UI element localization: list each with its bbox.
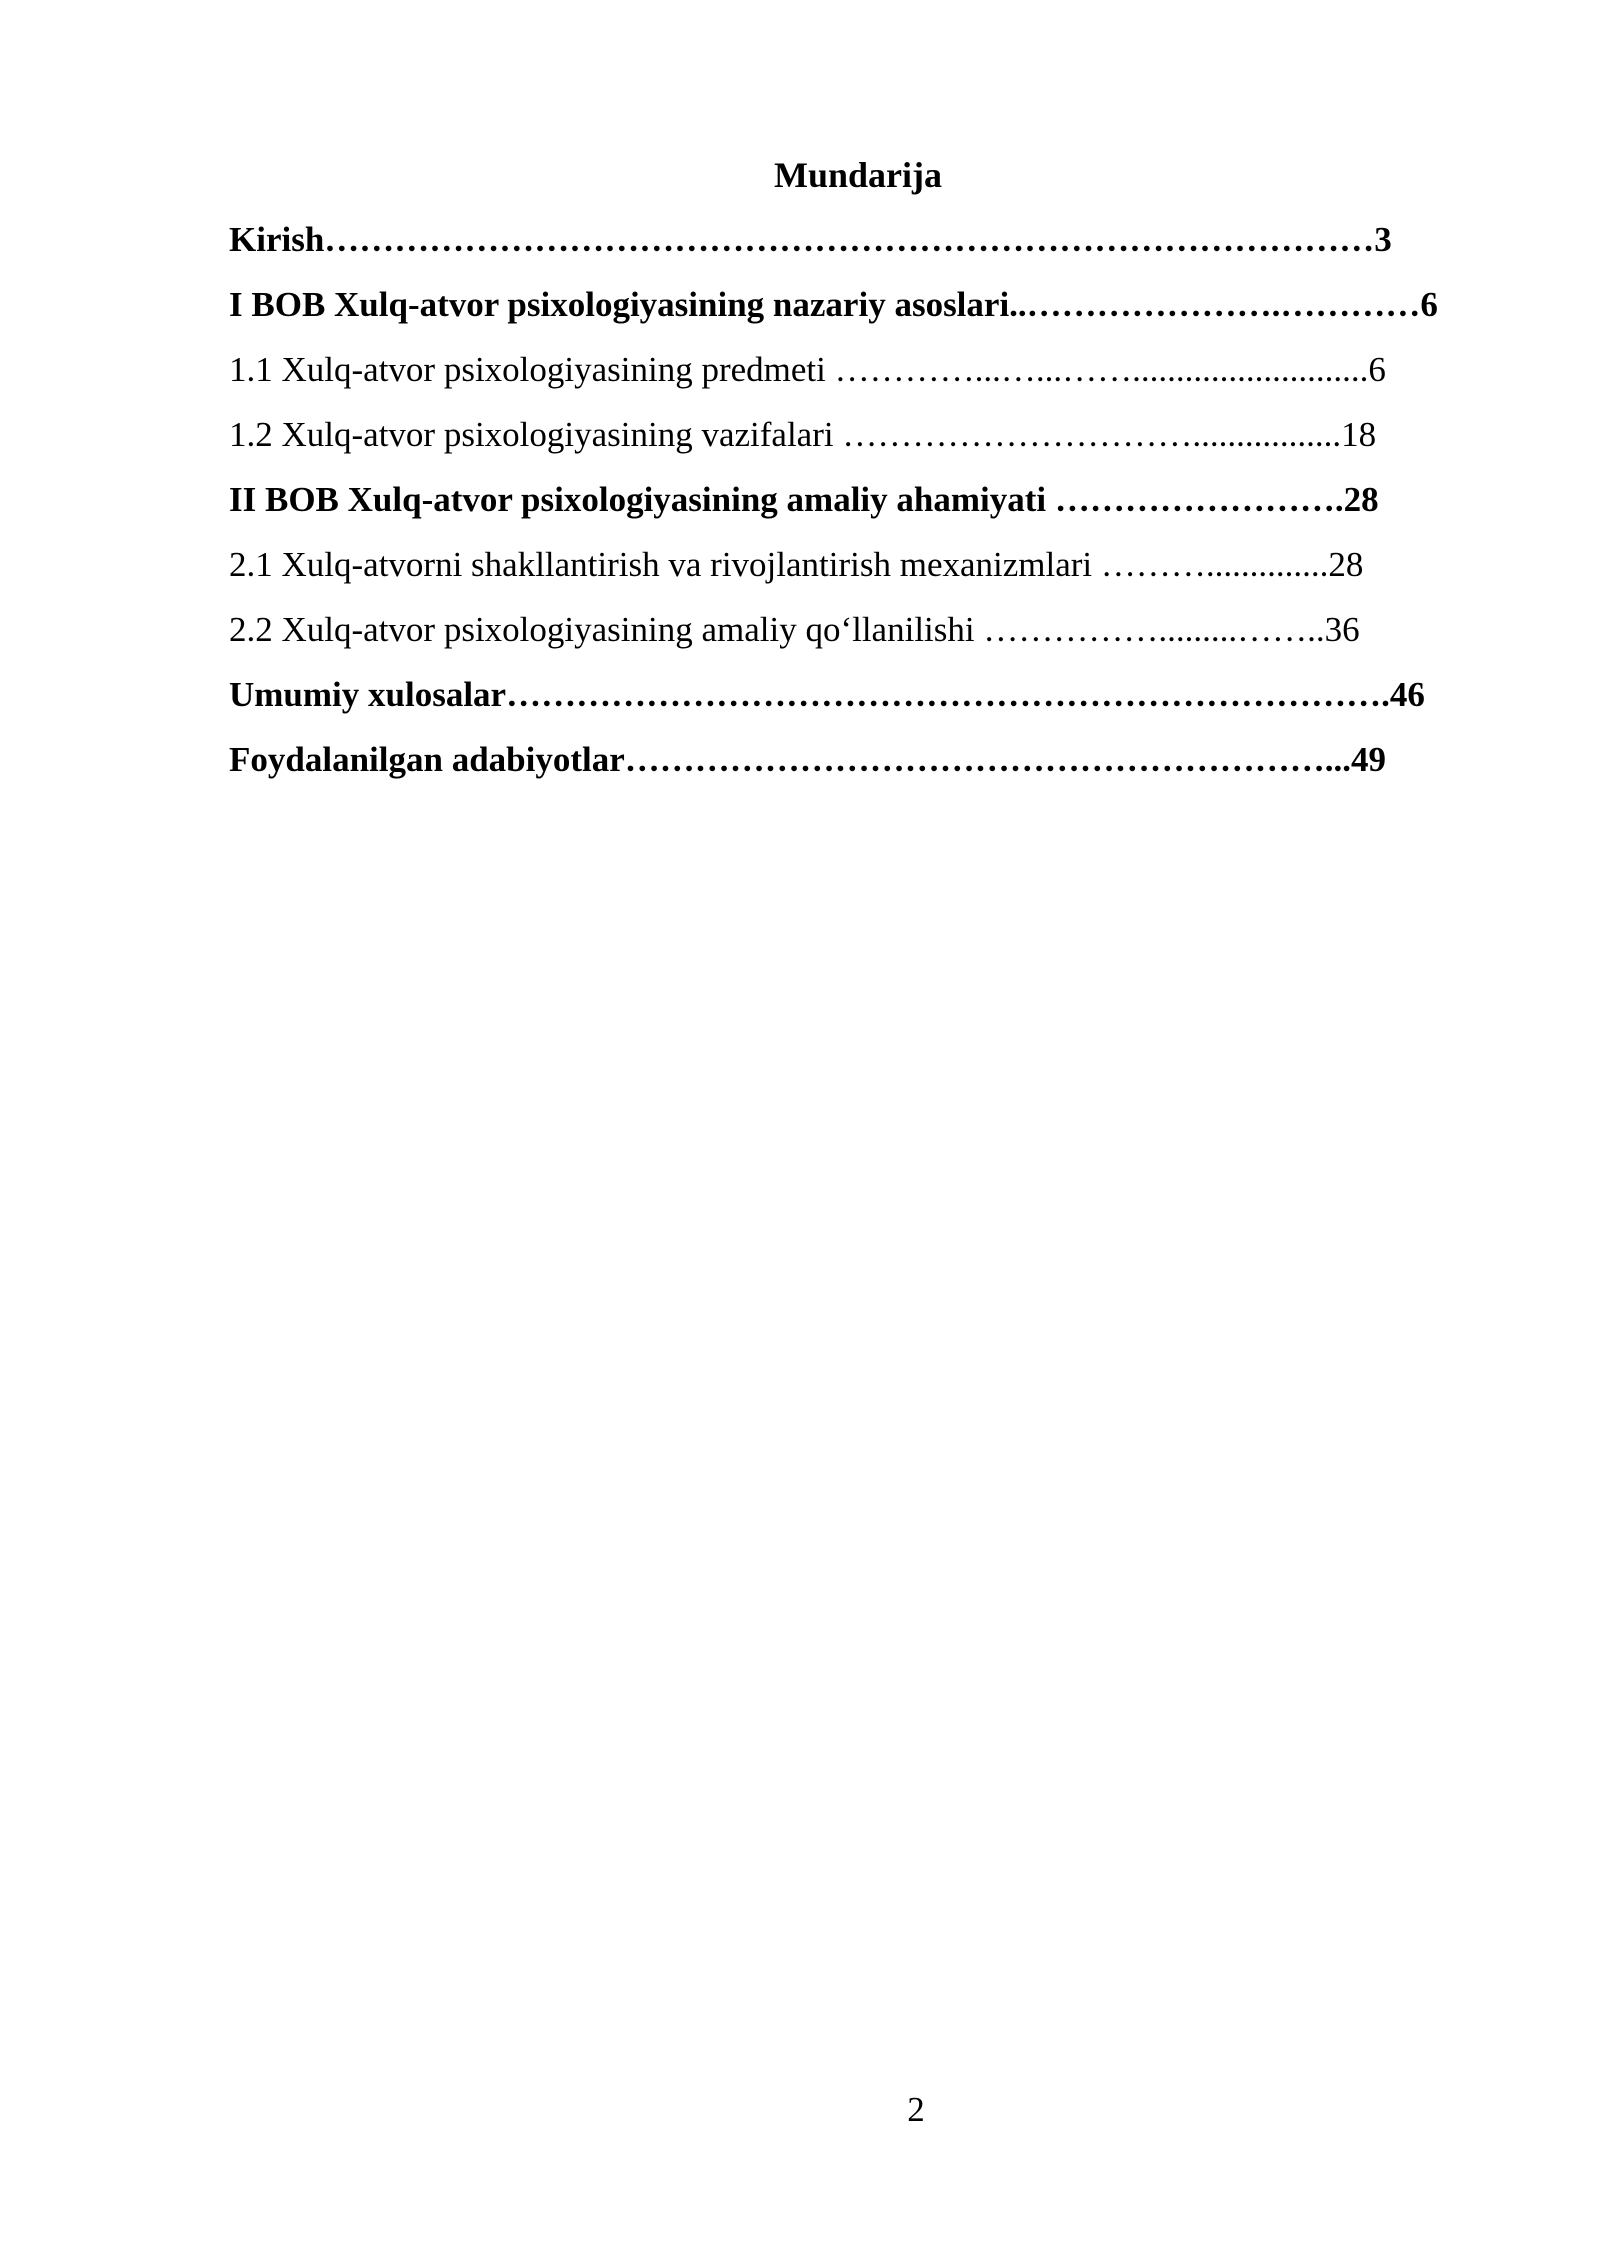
toc-entry-label: Foydalanilgan adabiyotlar bbox=[229, 740, 625, 779]
toc-entry-page: 6 bbox=[1368, 350, 1386, 389]
toc-entry-page: 46 bbox=[1389, 675, 1425, 714]
toc-entry-chapter-2 bbox=[229, 475, 1379, 525]
toc-entry-leader: ……….............. bbox=[1100, 545, 1329, 584]
toc-entry-page: 3 bbox=[1374, 220, 1392, 259]
toc-entry-kirish bbox=[229, 215, 1392, 265]
page-number: 2 bbox=[907, 2090, 925, 2129]
toc-entry-label: 1.2 Xulq-atvor psixologiyasining vazifalari bbox=[229, 415, 843, 454]
toc-entry-leader: …………………………………………………………………. bbox=[506, 675, 1390, 714]
toc-entry-label: I BOB Xulq-atvor psixologiyasining nazariy asoslari.. bbox=[229, 285, 1027, 324]
toc-entry-page: 49 bbox=[1351, 740, 1387, 779]
toc-entry-leader: ……………………. bbox=[1054, 480, 1344, 519]
toc-title: Mundarija bbox=[773, 155, 942, 195]
toc-entry-leader: ……………………………………………………... bbox=[624, 740, 1352, 779]
toc-entry-leader: …………….........…….. bbox=[983, 610, 1325, 649]
toc-entry-page: 28 bbox=[1328, 545, 1364, 584]
toc-entry-chapter-1 bbox=[229, 280, 1438, 330]
toc-entry-leader: ………………….………… bbox=[1026, 285, 1421, 324]
toc-entry-section-2-2 bbox=[229, 605, 1360, 655]
toc-entry-label: Kirish bbox=[229, 220, 325, 259]
toc-entry-page: 36 bbox=[1324, 610, 1360, 649]
toc-entry-page: 6 bbox=[1420, 285, 1438, 324]
toc-entry-conclusions bbox=[229, 670, 1425, 720]
toc-entry-section-1-2 bbox=[229, 410, 1376, 460]
toc-entry-section-2-1 bbox=[229, 540, 1363, 590]
toc-entry-leader: …………...…...……........................... bbox=[834, 350, 1369, 389]
toc-entry-label: II BOB Xulq-atvor psixologiyasining amaliy ahamiyati bbox=[229, 480, 1055, 519]
toc-entry-leader: ……………………………………………………………………………… bbox=[324, 220, 1375, 259]
toc-entry-section-1-1 bbox=[229, 345, 1386, 395]
toc-entry-page: 18 bbox=[1341, 415, 1377, 454]
toc-entry-label: 2.1 Xulq-atvorni shakllantirish va rivojlantirish mexanizmlari bbox=[229, 545, 1101, 584]
toc-entry-label: 1.1 Xulq-atvor psixologiyasining predmeti bbox=[229, 350, 835, 389]
toc-entry-label: Umumiy xulosalar bbox=[229, 675, 507, 714]
toc-entry-references bbox=[229, 735, 1386, 785]
toc-entry-leader: …………………………................. bbox=[842, 415, 1342, 454]
toc-entry-label: 2.2 Xulq-atvor psixologiyasining amaliy qo‘llanilishi bbox=[229, 610, 984, 649]
toc-entry-page: 28 bbox=[1343, 480, 1379, 519]
